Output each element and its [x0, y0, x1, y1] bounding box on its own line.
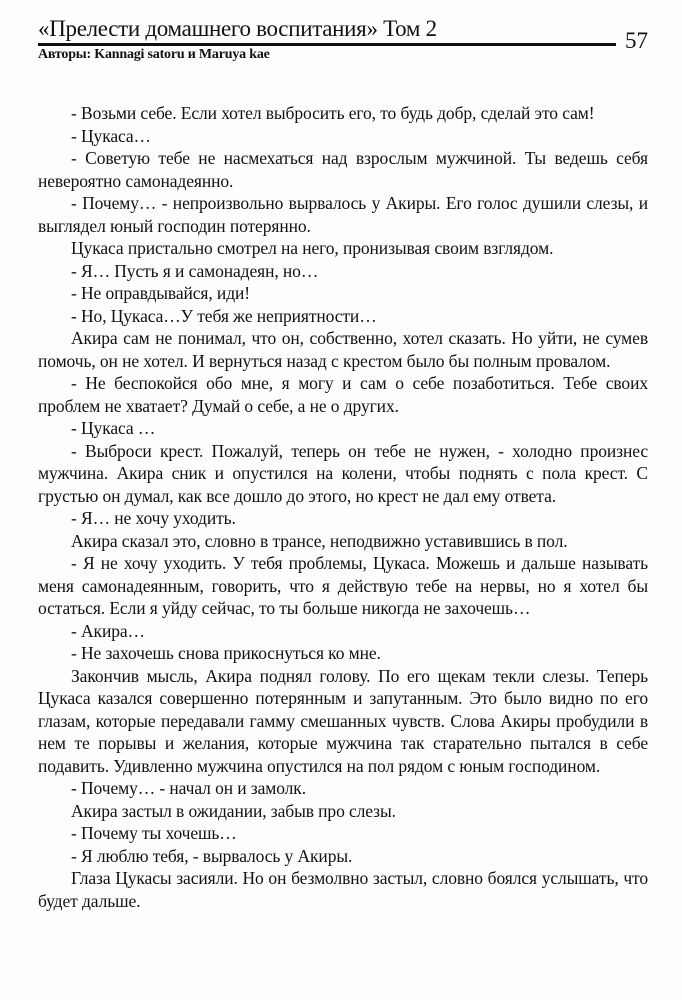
paragraph: - Я люблю тебя, - вырвалось у Акиры.	[71, 845, 353, 866]
paragraph: Глаза Цукасы засияли. Но он безмолвно застыл, словно боялся услышать, что будет дальше.	[38, 868, 648, 911]
paragraph: - Советую тебе не насмехаться над взрослым мужчиной. Ты ведешь себя невероятно самонадеянно.	[38, 148, 648, 191]
page-header	[38, 16, 648, 63]
paragraph: - Акира…	[71, 620, 145, 641]
title-underline	[38, 16, 616, 46]
paragraph: Закончив мысль, Акира поднял голову. По его щекам текли слезы. Теперь Цукаса казался совершенно потерянным и запутанным. Это было видно по его глазам, которые передавали гамму смешанных чувств. Слова Акиры пробудили в нем те порывы и желания, которые мужчина так старательно пытался в себе подавить. Удивленно мужчина опустился на пол рядом с юным господином.	[38, 665, 648, 776]
paragraph: - Почему… - непроизвольно вырвалось у Акиры. Его голос душили слезы, и выглядел юный господин потерянно.	[38, 193, 648, 236]
paragraph: - Но, Цукаса…У тебя же неприятности…	[71, 305, 377, 326]
paragraph: Акира застыл в ожидании, забыв про слезы.	[71, 800, 396, 821]
paragraph: - Возьми себе. Если хотел выбросить его, то будь добр, сделай это сам!	[71, 103, 595, 123]
page-number: 57	[625, 28, 648, 53]
paragraph: - Не оправдывайся, иди!	[71, 283, 250, 303]
authors-line: Авторы: Kannagi satoru и Maruya kae	[38, 47, 270, 62]
paragraph: - Не беспокойся обо мне, я могу и сам о себе позаботиться. Тебе своих проблем не хватает? Думай о себе, а не о других.	[38, 373, 648, 416]
body-text	[38, 102, 648, 912]
paragraph: Акира сказал это, словно в трансе, неподвижно уставившись в пол.	[71, 530, 568, 551]
paragraph: - Почему… - начал он и замолк.	[71, 778, 306, 798]
paragraph: - Почему ты хочешь…	[71, 823, 237, 843]
paragraph: - Цукаса…	[71, 125, 151, 146]
paragraph: Акира сам не понимал, что он, собственно, хотел сказать. Но уйти, не сумев помочь, он не хотел. И вернуться назад с крестом было бы полным провалом.	[38, 328, 648, 371]
paragraph: Цукаса пристально смотрел на него, пронизывая своим взглядом.	[71, 238, 554, 258]
paragraph: - Не захочешь снова прикоснуться ко мне.	[71, 643, 381, 663]
header-row	[38, 16, 648, 53]
paragraph: - Выброси крест. Пожалуй, теперь он тебе не нужен, - холодно произнес мужчина. Акира сник и опустился на колени, чтобы поднять с пола крест. С грустью он думал, как все дошло до этого, но крест не дал ему ответа.	[38, 440, 648, 506]
paragraph: - Я не хочу уходить. У тебя проблемы, Цукаса. Можешь и дальше называть меня самонадеянным, говорить, что я действую тебе на нервы, но я хотел бы остаться. Если я уйду сейчас, то ты больше никогда не захочешь…	[38, 553, 648, 618]
paragraph: - Цукаса …	[71, 418, 156, 438]
paragraph: - Я… не хочу уходить.	[71, 508, 236, 528]
page-title: «Прелести домашнего воспитания» Том 2	[38, 16, 437, 41]
paragraph: - Я… Пусть я и самонадеян, но…	[71, 260, 319, 281]
